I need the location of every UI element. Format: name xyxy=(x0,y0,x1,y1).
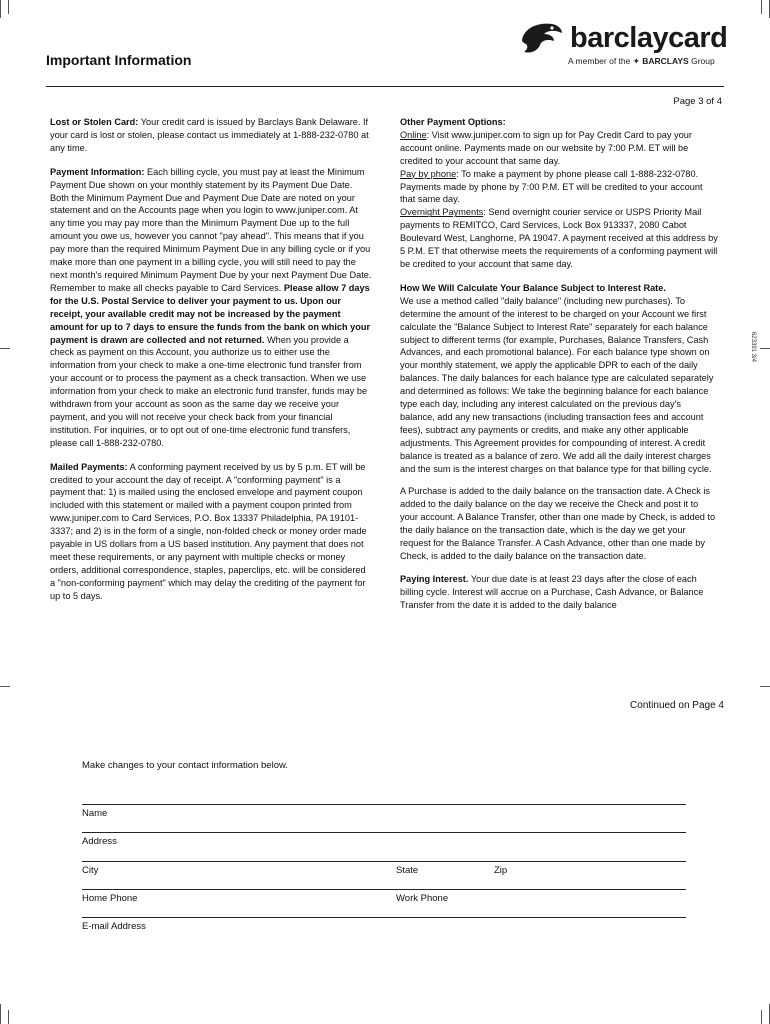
left-column xyxy=(50,116,372,614)
crop-mark xyxy=(8,1010,9,1024)
paying-interest-text: Your due date is at least 23 days after the close of each billing cycle. Interest will accrue on a Purchase, Cash Advance, or Balance Transfer from the date it is added to the daily balance xyxy=(400,573,704,610)
online-label: Online xyxy=(400,129,427,140)
payment-info-text2: When you provide a check as payment on this Account, you authorize us to either use the information from your check to make a one-time electronic fund transfer from your account or to process the payment as a check transaction. When we use information from your check to make an electronic fund transfer, funds may be withdrawn from your account as soon as the same day we receive your payment, and you will not receive your check back from your financial institution. For inquiries, or to opt out of one-time electronic fund transfers, please call 1-888-232-0780. xyxy=(50,334,368,448)
right-column xyxy=(400,116,718,623)
crop-mark xyxy=(761,1010,762,1024)
purchase-section xyxy=(400,485,718,562)
crop-mark xyxy=(0,1004,1,1024)
member-suffix: Group xyxy=(691,56,715,66)
other-payment-heading: Other Payment Options: xyxy=(400,117,506,127)
home-phone-label: Home Phone xyxy=(82,893,138,904)
phone-row xyxy=(82,889,686,916)
lost-card-section xyxy=(50,116,372,155)
online-text: : Visit www.juniper.com to sign up for Pay Credit Card to pay your account online. Payments made on our website by 7:00 P.M. ET will be credited to your account that same day. xyxy=(400,129,692,166)
overnight-text: : Send overnight courier service or USPS Priority Mail payments to REMITCO, Card Services, Lock Box 913337, 2080 Cabot Boulevard West, Langhorne, PA 19047. A payment received at this address by 5 P.M. ET that otherwise meets the requirements of a conforming payment will be credited to your account that same day. xyxy=(400,207,718,269)
name-label: Name xyxy=(82,808,108,819)
interest-section xyxy=(400,282,718,476)
barclaycard-logo xyxy=(516,18,728,70)
phone-label: Pay by phone xyxy=(400,168,457,179)
member-prefix: A member of the xyxy=(568,56,631,66)
side-code: 623391 3/4 xyxy=(750,331,756,362)
payment-info-section xyxy=(50,166,372,450)
payment-info-heading: Payment Information: xyxy=(50,166,145,177)
city-state-zip-row xyxy=(82,861,686,888)
purchase-text: A Purchase is added to the daily balance on the transaction date. A Check is added to the daily balance on the day we receive the Check and post it to your account. A Balance Transfer, other than one made by Check, is added to the daily balance on the transaction date, which is the day we get your request for the Balance Transfer. A Cash Advance, other than one made by Check, is added to the daily balance on the transaction date. xyxy=(400,486,716,561)
page-indicator: Page 3 of 4 xyxy=(673,96,722,107)
page-title: Important Information xyxy=(46,52,192,68)
city-label: City xyxy=(82,865,99,876)
zip-label: Zip xyxy=(494,865,508,876)
email-label: E-mail Address xyxy=(82,921,146,932)
paying-interest-section xyxy=(400,573,718,612)
eagle-icon xyxy=(518,20,564,56)
other-payment-section xyxy=(400,116,718,271)
lost-card-text: Your credit card is issued by Barclays Bank Delaware. If your card is lost or stolen, please contact us immediately at 1-888-232-0780 at any time. xyxy=(50,117,369,153)
header-divider xyxy=(46,86,724,87)
crop-mark xyxy=(0,0,1,18)
interest-text: We use a method called "daily balance" (including new purchases). To determine the amount of the interest to be charged on your Account we first calculate the "Balance Subject to Interest Rate" separately for each balance subject to different terms (for example, Purchases, Balance Transfers, Cash Advances, and each promotional balance). For each balance type shown on your monthly statement, we apply the applicable DPR to each of the daily balances. The daily balances for each balance type are calculated separately and determined as follows: We take the beginning balance for each balance type each day, including any interest calculated on the previous day's balance, add any new transactions (including transaction fees and account fees), subtract any payments or credits, and make any other applicable adjustments. This Agreement provides for compounding of interest. A credit balance is treated as a balance of zero. We add all the daily interest charges and the sum is the interest charges on that balance type for that billing cycle. xyxy=(400,295,714,474)
mailed-payments-text: A conforming payment received by us by 5 p.m. ET will be credited to your account the day of receipt. A "conforming payment" is a payment that: 1) is mailed using the enclosed envelope and payment coupon included with this statement or mailed with a payment coupon printed from www.juniper.com to Card Services, P.O. Box 13337 Philadelphia, PA 19101-3337; and 2) is in the form of a single, non-folded check or money order made payable in US dollars from a US based institution. Any payment that does not meet these requirements, or any payment with multiple checks or money orders, additional correspondence, staples, paperclips, etc. will be considered a "non-conforming payment" which may delay the crediting of the payment for up to 5 days. xyxy=(50,461,367,601)
email-field[interactable] xyxy=(82,917,686,944)
member-brand: BARCLAYS xyxy=(642,56,689,66)
address-field[interactable] xyxy=(82,832,686,859)
overnight-label: Overnight Payments xyxy=(400,207,484,218)
logo-member-line xyxy=(568,56,715,67)
interest-heading: How We Will Calculate Your Balance Subject to Interest Rate. xyxy=(400,282,666,293)
crop-mark xyxy=(0,686,10,687)
crop-mark xyxy=(760,686,770,687)
crop-mark xyxy=(8,0,9,14)
mailed-payments-heading: Mailed Payments: xyxy=(50,461,128,472)
mailed-payments-section xyxy=(50,461,372,603)
address-label: Address xyxy=(82,836,117,847)
payment-info-text: Each billing cycle, you must pay at least the Minimum Payment Due shown on your monthly statement by its Payment Due Date. Both the Minimum Payment Due and Payment Due Date are noted on your statement and on the Accounts page when you login to www.juniper.com. At any time you may pay more than the Minimum Payment Due up to the full amount you owe us, however you cannot "pay ahead". This means that if you pay more than the required Minimum Payment Due in any billing cycle or if you make more than one payment in a billing cycle, you will still need to pay the next month's required Minimum Payment Due by your next Payment Due Date. Remember to make all checks payable to Card Services. xyxy=(50,166,372,293)
phone-text: : To make a payment by phone please call 1-888-232-0780. Payments made by phone by 7:00 P.M. ET will be credited to your account that same day. xyxy=(400,168,703,205)
crop-mark xyxy=(761,0,762,14)
crop-mark xyxy=(0,348,10,349)
form-lead: Make changes to your contact information below. xyxy=(82,760,288,771)
work-phone-label: Work Phone xyxy=(396,893,449,904)
name-field[interactable] xyxy=(82,804,686,831)
lost-card-heading: Lost or Stolen Card: xyxy=(50,117,139,127)
crop-mark xyxy=(760,348,770,349)
barclays-eagle-icon: ✦ xyxy=(632,56,640,66)
continued-note: Continued on Page 4 xyxy=(630,700,724,711)
logo-wordmark: barclaycard xyxy=(570,22,728,54)
paying-interest-heading: Paying Interest. xyxy=(400,573,469,584)
payment-info-bold: Please allow 7 days for the U.S. Postal Service to deliver your payment to us. Upon our receipt, your available credit may not be increased by the payment amount for up to 7 days to ensure the funds from the bank on which your payment is drawn are collected and not returned. xyxy=(50,282,371,345)
state-label: State xyxy=(396,865,419,876)
